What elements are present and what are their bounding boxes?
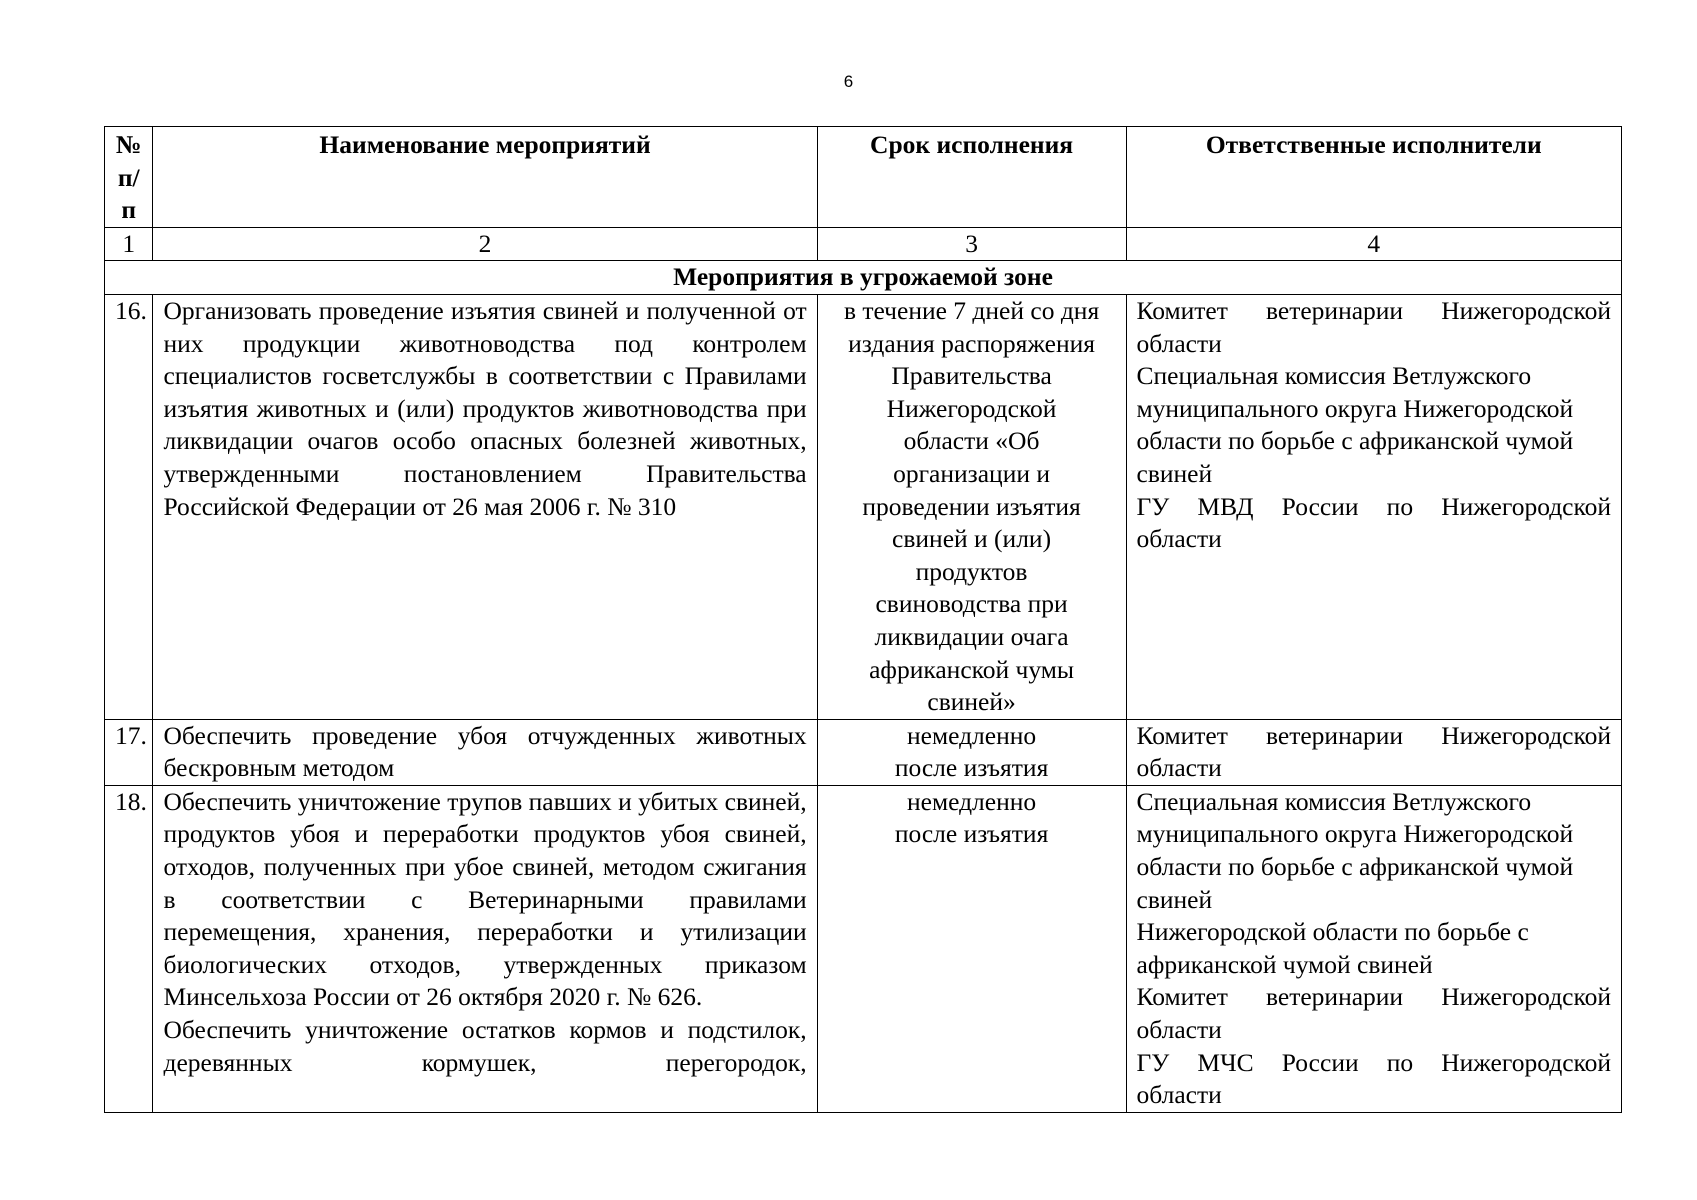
deadline-line: организации и <box>893 458 1051 488</box>
deadline-line: свиней и (или) <box>892 524 1052 554</box>
responsible-entry: Нижегородской области по борьбе с африканской чумой свиней <box>1136 917 1529 979</box>
table-header-row <box>105 127 1622 228</box>
deadline-line: продуктов <box>915 556 1028 586</box>
deadline-line: немедленно <box>906 720 1037 750</box>
header-term: Срок исполнения <box>817 127 1126 228</box>
measures-table <box>104 126 1622 1113</box>
deadline-line: проведении изъятия <box>862 491 1081 521</box>
deadline-line: области «Об <box>903 426 1040 456</box>
row-number: 16. <box>105 294 153 719</box>
measure-name: Обеспечить проведение убоя отчужденных животных бескровным методом <box>153 719 817 785</box>
responsible-entry: Специальная комиссия Ветлужского муниципального округа Нижегородской области по борьбе с африканской чумой свиней <box>1136 361 1574 488</box>
header-responsible: Ответственные исполнители <box>1126 127 1622 228</box>
section-title: Мероприятия в угрожаемой зоне <box>105 261 1622 295</box>
deadline-line: свиноводства при <box>875 589 1068 619</box>
responsible-entry: Комитет ветеринарии Нижегородской области <box>1136 720 1611 783</box>
section-row <box>105 261 1622 295</box>
deadline <box>817 719 1126 785</box>
deadline-line: после изъятия <box>894 753 1049 783</box>
responsible <box>1126 785 1622 1112</box>
deadline-line: после изъятия <box>894 819 1049 849</box>
responsible-entry: ГУ МВД России по Нижегородской области <box>1136 491 1611 554</box>
deadline-line: Нижегородской <box>886 393 1057 423</box>
header-name: Наименование мероприятий <box>153 127 817 228</box>
deadline <box>817 294 1126 719</box>
column-index: 4 <box>1126 227 1622 261</box>
responsible <box>1126 719 1622 785</box>
header-number: № п/п <box>105 127 153 228</box>
table-row <box>105 785 1622 1112</box>
measure-name <box>153 785 817 1112</box>
table-row <box>105 294 1622 719</box>
column-index: 1 <box>105 227 153 261</box>
column-index: 3 <box>817 227 1126 261</box>
responsible <box>1126 294 1622 719</box>
measure-name-part: Обеспечить уничтожение остатков кормов и подстилок, деревянных кормушек, перегородок, <box>163 1015 807 1077</box>
measure-name-part: Обеспечить уничтожение трупов павших и убитых свиней, продуктов убоя и переработки продуктов убоя свиней, отходов, полученных при убое свиней, методом сжигания в соответствии с Ветеринарными правилами перемещения, хранения, переработки и утилизации биологических отходов, утвержденных приказом Минсельхоза России от 26 октября 2020 г. № 626. <box>163 786 807 1012</box>
column-index-row <box>105 227 1622 261</box>
responsible-entry: Специальная комиссия Ветлужского муниципального округа Нижегородской области по борьбе с африканской чумой свиней <box>1136 786 1574 914</box>
deadline <box>817 785 1126 1112</box>
page-number: 6 <box>843 72 854 91</box>
measure-name: Организовать проведение изъятия свиней и полученной от них продукции животноводства под контролем специалистов госветслужбы в соответствии с Правилами изъятия животных и (или) продуктов животноводства при ликвидации очагов особо опасных болезней животных, утвержденными постановлением Правительства Российской Федерации от 26 мая 2006 г. № 310 <box>153 294 817 719</box>
deadline-line: ликвидации очага <box>874 621 1069 651</box>
column-index: 2 <box>153 227 817 261</box>
row-number: 18. <box>105 785 153 1112</box>
deadline-line: немедленно <box>906 786 1037 816</box>
responsible-entry: Комитет ветеринарии Нижегородской области <box>1136 295 1611 358</box>
row-number: 17. <box>105 719 153 785</box>
deadline-line: в течение 7 дней со дня <box>843 295 1100 325</box>
table-row <box>105 719 1622 785</box>
responsible-entry: Комитет ветеринарии Нижегородской области <box>1136 982 1611 1045</box>
deadline-line: свиней» <box>927 687 1016 717</box>
deadline-line: африканской чумы <box>869 654 1075 684</box>
deadline-line: издания распоряжения <box>848 328 1095 358</box>
deadline-line: Правительства <box>891 361 1052 391</box>
responsible-entry: ГУ МЧС России по Нижегородской области <box>1136 1047 1611 1110</box>
